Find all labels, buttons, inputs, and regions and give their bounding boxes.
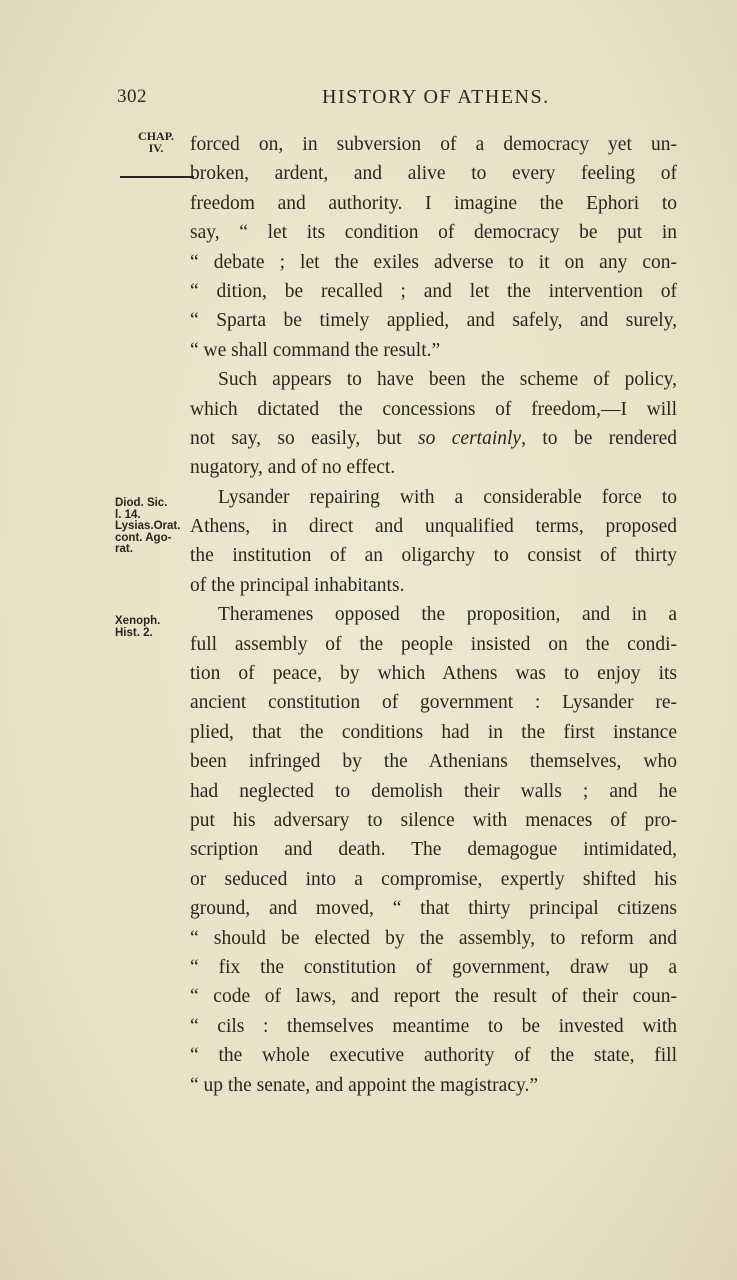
margin-note-line: l. 14. [115, 508, 141, 521]
text-line: “ we shall command the result.” [190, 339, 441, 361]
text-line: “ the whole executive authority of the state, fill [190, 1045, 677, 1067]
chapter-number: IV. [148, 141, 164, 155]
text-line: Theramenes opposed the proposition, and in a [218, 604, 677, 626]
text-fragment: not say, so easily, but [190, 427, 402, 449]
chapter-rule [120, 176, 194, 178]
text-line: “ dition, be recalled ; and let the intervention of [190, 280, 677, 302]
text-line: freedom and authority. I imagine the Ephori to [190, 192, 677, 214]
page-header [0, 86, 737, 116]
text-line: say, “ let its condition of democracy be put in [190, 222, 677, 244]
italic-phrase: so certainly [418, 427, 522, 449]
text-line-mixed [190, 424, 677, 453]
margin-note-line: rat. [115, 543, 133, 555]
text-line: Such appears to have been the scheme of policy, [218, 369, 677, 391]
text-line: “ fix the constitution of government, draw up a [190, 956, 677, 978]
text-line: put his adversary to silence with menaces of pro- [190, 809, 677, 831]
body-text [190, 130, 677, 1100]
text-line: plied, that the conditions had in the first instance [190, 721, 677, 743]
text-line: forced on, in subversion of a democracy yet un- [190, 134, 677, 155]
margin-note-diodorus [115, 498, 180, 556]
chapter-label: CHAP. [138, 129, 174, 143]
text-line: nugatory, and of no effect. [190, 457, 396, 479]
text-line: ancient constitution of government : Lysander re- [190, 692, 677, 714]
margin-note-line: cont. Ago- [115, 531, 172, 544]
text-line: had neglected to demolish their walls ; and he [190, 780, 677, 802]
margin-note-line: Hist. 2. [115, 626, 153, 639]
text-line: “ should be elected by the assembly, to reform and [190, 927, 677, 949]
text-line: Lysander repairing with a considerable force to [218, 486, 677, 508]
text-line: scription and death. The demagogue intimidated, [190, 839, 677, 861]
text-line: ground, and moved, “ that thirty principal citizens [190, 898, 677, 920]
text-line: “ debate ; let the exiles adverse to it on any con- [190, 251, 677, 273]
text-line: Athens, in direct and unqualified terms, proposed [190, 516, 677, 538]
text-line: the institution of an oligarchy to consist of thirty [190, 545, 677, 567]
text-line: tion of peace, by which Athens was to enjoy its [190, 663, 677, 685]
text-line: “ cils : themselves meantime to be invested with [190, 1015, 677, 1037]
page-number: 302 [117, 86, 147, 107]
text-line: “ Sparta be timely applied, and safely, and surely, [190, 310, 677, 332]
margin-note-line: Diod. Sic. [115, 497, 168, 509]
text-line: which dictated the concessions of freedom,—I will [190, 398, 677, 420]
text-line: full assembly of the people insisted on the condi- [190, 633, 677, 655]
text-line: broken, ardent, and alive to every feeling of [190, 163, 677, 185]
text-line: “ code of laws, and report the result of their coun- [190, 986, 677, 1008]
text-line: been infringed by the Athenians themselves, who [190, 751, 677, 773]
text-fragment: , to be rendered [521, 427, 678, 449]
margin-note-xenophon [115, 616, 160, 639]
text-line: of the principal inhabitants. [190, 574, 405, 596]
margin-note-line: Lysias.Orat. [115, 520, 181, 532]
text-line: or seduced into a compromise, expertly shifted his [190, 868, 677, 890]
chapter-marker [131, 130, 181, 154]
margin-note-line: Xenoph. [115, 615, 161, 627]
running-title: HISTORY OF ATHENS. [322, 86, 550, 108]
text-line: “ up the senate, and appoint the magistracy.” [190, 1074, 538, 1096]
